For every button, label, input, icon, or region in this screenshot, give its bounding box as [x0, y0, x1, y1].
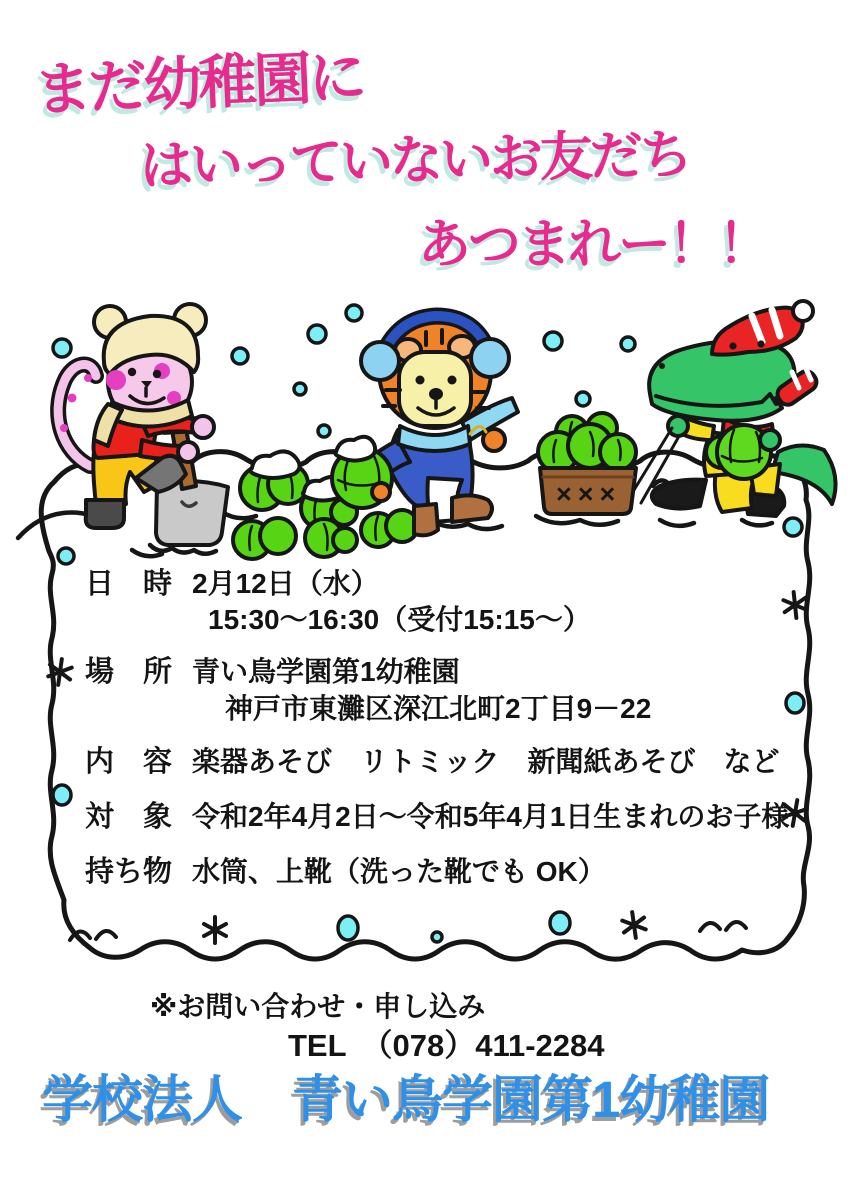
row-value-place-2: 神戸市東灘区深江北町2丁目9－22: [225, 693, 652, 724]
row-label-target: 対 象: [85, 801, 173, 833]
row-value-place-1: 青い鳥学園第1幼稚園: [192, 656, 460, 687]
headline-line3: あつまれー！！: [418, 215, 768, 274]
cart-marks: ×××: [556, 479, 622, 509]
headline-line2: はいっていないお友だち: [139, 125, 691, 196]
cabbage-cart: [538, 413, 636, 514]
row-label-datetime: 日 時: [85, 568, 173, 600]
row-value-content: 楽器あそび リトミック 新聞紙あそび など: [192, 746, 780, 777]
row-value-target: 令和2年4月2日～令和5年4月1日生まれのお子様: [192, 801, 790, 832]
contact-phone: TEL （078）411-2284: [288, 1028, 605, 1063]
row-value-datetime-2: 15:30～16:30（受付15:15～）: [208, 604, 591, 635]
school-name: 学校法人 青い鳥学園第1幼稚園: [42, 1071, 770, 1128]
row-value-items: 水筒、上靴（洗った靴でも OK）: [192, 856, 606, 887]
row-label-items: 持ち物: [85, 856, 173, 888]
row-label-content: 内 容: [85, 746, 173, 778]
row-value-datetime-1: 2月12日（水）: [192, 568, 379, 599]
headline-line1: まだ幼稚園に: [32, 44, 366, 123]
tiger-character: [332, 316, 518, 535]
row-label-place: 場 所: [85, 656, 173, 688]
contact-note: ※お問い合わせ・申し込み: [150, 991, 486, 1022]
